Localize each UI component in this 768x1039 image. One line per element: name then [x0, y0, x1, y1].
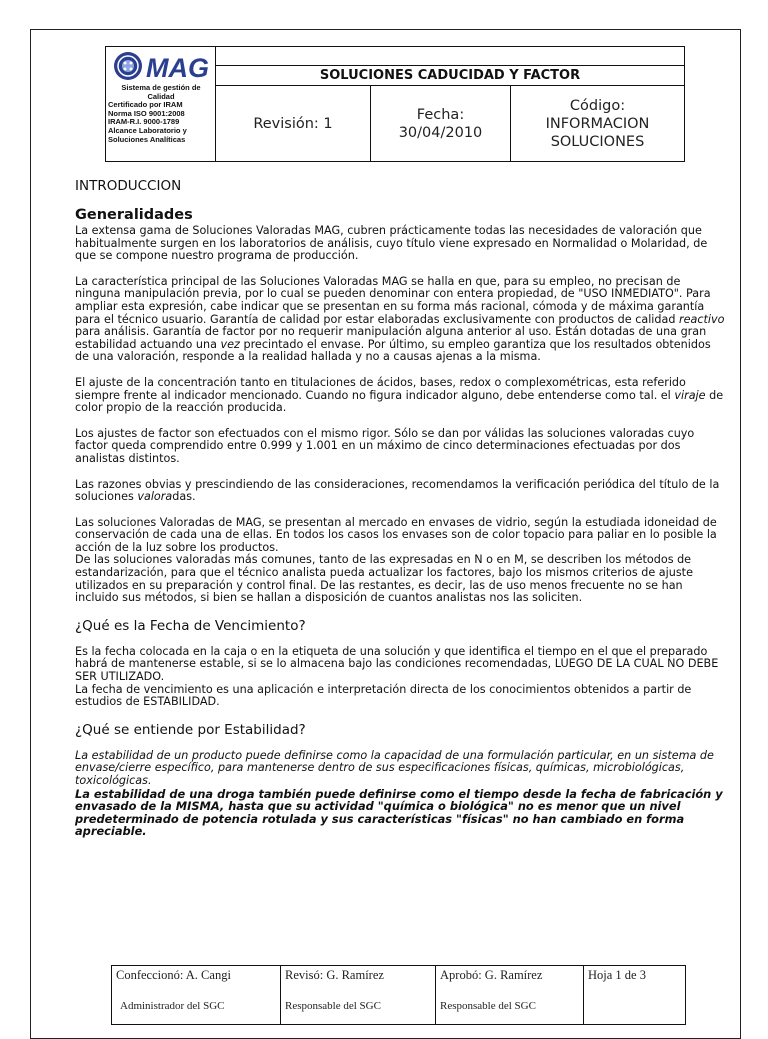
aprobo-role: Responsable del SGC	[440, 1000, 536, 1012]
logo-cell	[106, 47, 216, 161]
revision-text: Revisión: 1	[253, 115, 333, 132]
paragraph	[75, 276, 725, 364]
aprobo-text: Aprobó: G. Ramírez	[440, 968, 543, 982]
text-run: Las razones obvias y prescindiendo de las consideraciones, recomendamos la verificación periódica del título de la soluciones	[75, 477, 720, 504]
document-page	[30, 29, 741, 1039]
paragraph: De las soluciones valoradas más comunes, tanto de las expresadas en N o en M, se describen los métodos de estandarización, para que el técnico analista pueda actualizar los factores, bajo los mismos criterios de ajuste utilizados en su preparación y control final. De las restantes, es decir, las de uso menos frecuente no se han incluido sus métodos, si bien se hallan a disposición de cuantos analistas nos las soliciten.	[75, 553, 693, 605]
mag-logo-icon	[112, 50, 212, 82]
logo-caption-line: Certificado por IRAM	[108, 100, 183, 110]
confecciono-text: Confeccionó: A. Cangi	[116, 968, 231, 982]
text-run: para análisis. Garantía de factor por no requerir manipulación alguna anterior al uso. Están dotadas de una gran estabilidad actuando una	[75, 325, 707, 351]
italic-paragraph: La estabilidad de un producto puede definirse como la capacidad de una formulación particular, en un sistema de envase/cierre específico, para mantenerse dentro de sus especificaciones físicas, químicas, microbiológicas, toxicológicas.	[75, 748, 714, 787]
italic-text: reactivo	[679, 312, 725, 326]
logo-caption-line: Norma ISO 9001:2008	[108, 108, 185, 118]
paragraph: Los ajustes de factor son efectuados con el mismo rigor. Sólo se dan por válidas las soluciones valoradas cuyo factor queda comprendido entre 0.999 y 1.001 en un máximo de cinco determinaciones efectuadas por dos analistas distintos.	[75, 426, 695, 465]
svg-text:MAG: MAG	[146, 53, 209, 82]
footer-cell-reviso	[281, 966, 436, 1024]
italic-text: viraje	[674, 388, 706, 402]
reviso-role: Responsable del SGC	[285, 1000, 381, 1012]
fecha-cell	[371, 86, 511, 161]
italic-text: vez	[220, 337, 240, 351]
text-run: de color propio de la reacción producida.	[75, 388, 724, 415]
paragraph: Es la fecha colocada en la caja o en la etiqueta de una solución y que identifica el tiempo en el que el preparado habrá de mantenerse estable, si se lo almacena bajo las condiciones recomendadas, LUEGO DE LA CUAL NO DEBE SER UTILIZADO.	[75, 644, 719, 684]
document-body	[75, 178, 725, 838]
footer-cell-hoja	[584, 966, 685, 1024]
logo-caption-line: Soluciones Analíticas	[108, 134, 186, 144]
codigo-cell	[511, 86, 684, 161]
document-title: SOLUCIONES CADUCIDAD Y FACTOR	[216, 66, 684, 86]
text-run: El ajuste de la concentración tanto en titulaciones de ácidos, bases, redox o complexométricas, esta referido siempre frente al indicador mencionado. Cuando no figura indicador alguno, debe entenderse como tal. el	[75, 375, 686, 402]
reviso-text: Revisó: G. Ramírez	[285, 968, 384, 982]
text-run: La característica principal de las Soluciones Valoradas MAG se halla en que, para su empleo, no precisan de ninguna manipulación previa, por lo cual se pueden denominar con entera propiedad, de "USO INMEDIATO". Para ampliar esta expresión, cabe indicar que se presentan en su forma más racional, cómoda y de máxima garantía para el técnico usuario. Garantía de calidad por estar elaboradas exclusivamente con productos de calidad	[75, 274, 711, 326]
question-heading-estabilidad: ¿Qué se entiende por Estabilidad?	[75, 721, 306, 738]
question-heading-fecha-vencimiento: ¿Qué es la Fecha de Vencimiento?	[75, 617, 306, 634]
logo-caption-line: Sistema de gestión de	[121, 83, 201, 92]
codigo-value-line: SOLUCIONES	[550, 133, 645, 150]
logo-caption-line: Calidad	[147, 91, 175, 101]
logo-caption	[108, 84, 214, 144]
footer-cell-confecciono	[112, 966, 281, 1024]
italic-text: valora	[137, 490, 173, 504]
fecha-value: 30/04/2010	[398, 124, 483, 141]
section-heading-generalidades: Generalidades	[75, 207, 193, 223]
paragraph	[75, 377, 725, 415]
text-run: precintado el envase. Por último, su empleo garantiza que los resultados obtenidos de una valoración, responde a la realidad hallada y no a causas ajenas a la misma.	[75, 337, 711, 364]
logo-caption-line: IRAM-R.I. 9000-1789	[108, 117, 180, 127]
fecha-label: Fecha:	[416, 106, 465, 123]
paragraph: La extensa gama de Soluciones Valoradas MAG, cubren prácticamente todas las necesidades de valoración que habitualmente surgen en los laboratorios de análisis, cuyo título viene expresado en Normalidad o Molaridad, de que se compone nuestro programa de producción.	[75, 224, 708, 263]
codigo-label: Código:	[569, 97, 626, 114]
logo-caption-line: Alcance Laboratorio y	[108, 125, 187, 135]
text-run: das.	[172, 490, 196, 504]
footer-cell-aprobo	[436, 966, 584, 1024]
confecciono-role: Administrador del SGC	[120, 1000, 225, 1012]
bold-italic-paragraph: La estabilidad de una droga también puede definirse como el tiempo desde la fecha de fabricación y envasado de la MISMA, hasta que su actividad "química o biológica" no es menor que un nivel predeterminado de potencia rotulada y sus características "físicas" no han cambiado en forma apreciable.	[75, 786, 723, 839]
document-header-table	[105, 46, 685, 162]
approval-footer-table	[111, 965, 686, 1025]
paragraph	[75, 479, 725, 504]
paragraph: Las soluciones Valoradas de MAG, se presentan al mercado en envases de vidrio, según la estudiada idoneidad de conservación de cada una de ellas. En todos los casos los envases son de color topacio para paliar en lo posible la acción de la luz sobre los productos.	[75, 515, 717, 554]
revision-cell	[216, 86, 371, 161]
header-blank-row	[216, 47, 684, 66]
page-number: Hoja 1 de 3	[588, 968, 646, 982]
section-heading-introduccion: INTRODUCCION	[75, 178, 182, 194]
paragraph: La fecha de vencimiento es una aplicación e interpretación directa de los conocimientos obtenidos a partir de estudios de ESTABILIDAD.	[75, 682, 692, 709]
codigo-value-line: INFORMACION	[545, 115, 650, 132]
